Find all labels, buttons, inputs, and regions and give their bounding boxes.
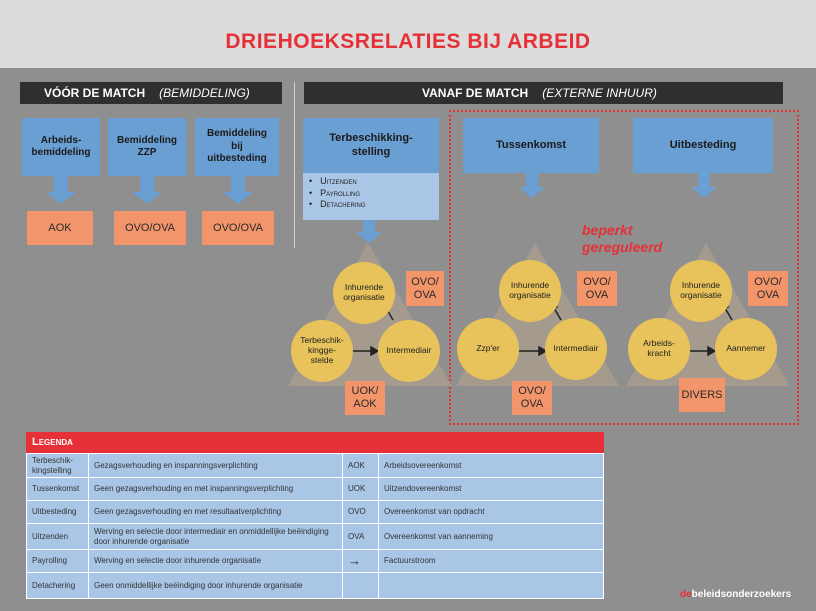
legend-abbr [343,573,379,599]
legend-desc: Geen gezagsverhouding en met inspanningsverplichting [89,478,343,501]
logo-part-1: de [680,589,692,600]
arrow-down-icon [356,220,382,243]
legend-abbr: OVO [343,501,379,524]
label-arbeidskracht: Arbeids- kracht [643,338,675,358]
tri1-side-label: OVO/ OVA [406,271,444,306]
legend-desc: Geen onmiddellijke beëindiging door inhurende organisatie [89,573,343,599]
table-row [27,573,604,599]
legend-term: Tussenkomst [27,478,89,501]
section-from-subtitle: (EXTERNE INHUUR) [542,86,657,100]
legend-abbr-desc: Overeenkomst van opdracht [379,501,604,524]
result-ovo-ova-1: OVO/OVA [114,211,186,245]
page-title: DRIEHOEKSRELATIES BIJ ARBEID [225,30,591,53]
restricted-label: beperkt gereguleerd [582,222,663,255]
label-terbeschikkinggestelde: Terbeschik- kingge- stelde [300,335,344,365]
label-inhurende-1: Inhurende organisatie [343,282,385,302]
legend-abbr-desc: Overeenkomst van aanneming [379,524,604,550]
legend-desc: Gezagsverhouding en inspanningsverplichting [89,454,343,478]
legend-desc: Werving en selectie door intermediair en onmiddellijke beëindiging door inhurende organisatie [89,524,343,550]
table-row [27,550,604,573]
table-row [27,478,604,501]
legend-abbr: OVA [343,524,379,550]
label-inhurende-3: Inhurende organisatie [680,280,722,300]
arrow-down-icon [46,176,76,204]
label-zzper: Zzp'er [476,343,500,354]
legend-title: Legenda [26,432,604,453]
table-row [27,501,604,524]
box-bemiddeling-zzp: Bemiddeling ZZP [108,118,186,176]
legend-abbr: AOK [343,454,379,478]
arrow-down-icon [223,176,253,204]
label-inhurende-2: Inhurende organisatie [509,280,551,300]
box-arbeidsbemiddeling: Arbeids- bemiddeling [22,118,100,176]
table-row [27,454,604,478]
result-aok: AOK [27,211,93,245]
tri2-bottom-label: OVO/ OVA [512,381,552,415]
legend-table [26,453,604,599]
legend-abbr-desc: Factuurstroom [379,550,604,573]
label-intermediair-1: Intermediair [386,345,432,356]
legend-abbr-desc: Arbeidsovereenkomst [379,454,604,478]
section-from-title: VANAF DE MATCH [422,86,529,100]
label-intermediair-2: Intermediair [553,343,599,354]
result-ovo-ova-2: OVO/OVA [202,211,274,245]
section-before-title: VÓÓR DE MATCH [44,86,146,100]
legend-abbr-desc [379,573,604,599]
tri3-side-label: OVO/ OVA [748,271,788,306]
logo-part-2: beleidsonderzoekers [691,589,792,600]
box-tussenkomst: Tussenkomst [463,118,599,173]
tri2-side-label: OVO/ OVA [577,271,617,306]
box-terbeschikkingstelling: Terbeschikking- stelling [303,118,439,173]
table-row [27,524,604,550]
legend-term: Detachering [27,573,89,599]
arrow-down-icon [691,173,717,198]
list-item: • Uitzenden [309,176,433,188]
label-aannemer: Aannemer [726,343,766,354]
tri1-bottom-label: UOK/ AOK [345,381,385,415]
tri3-bottom-label: DIVERS [679,378,725,412]
legend-desc: Werving en selectie door inhurende organisatie [89,550,343,573]
brand-logo [680,589,791,600]
legend-desc: Geen gezagsverhouding en met resultaatverplichting [89,501,343,524]
arrow-down-icon [132,176,162,204]
box-uitbesteding: Uitbesteding [633,118,773,173]
arrow-right-icon: → [343,550,379,573]
legend-abbr: UOK [343,478,379,501]
section-before-subtitle: (BEMIDDELING) [159,86,250,100]
list-item: • Payrolling [309,188,433,200]
legend-abbr-desc: Uitzendovereenkomst [379,478,604,501]
legend-term: Uitbesteding [27,501,89,524]
arrow-down-icon [519,173,545,198]
legend-term: Payrolling [27,550,89,573]
list-item: • Detachering [309,199,433,211]
legend-term: Terbeschik- kingstelling [27,454,89,478]
box-bemiddeling-uitbesteding: Bemiddeling bij uitbesteding [195,118,279,176]
legend-term: Uitzenden [27,524,89,550]
